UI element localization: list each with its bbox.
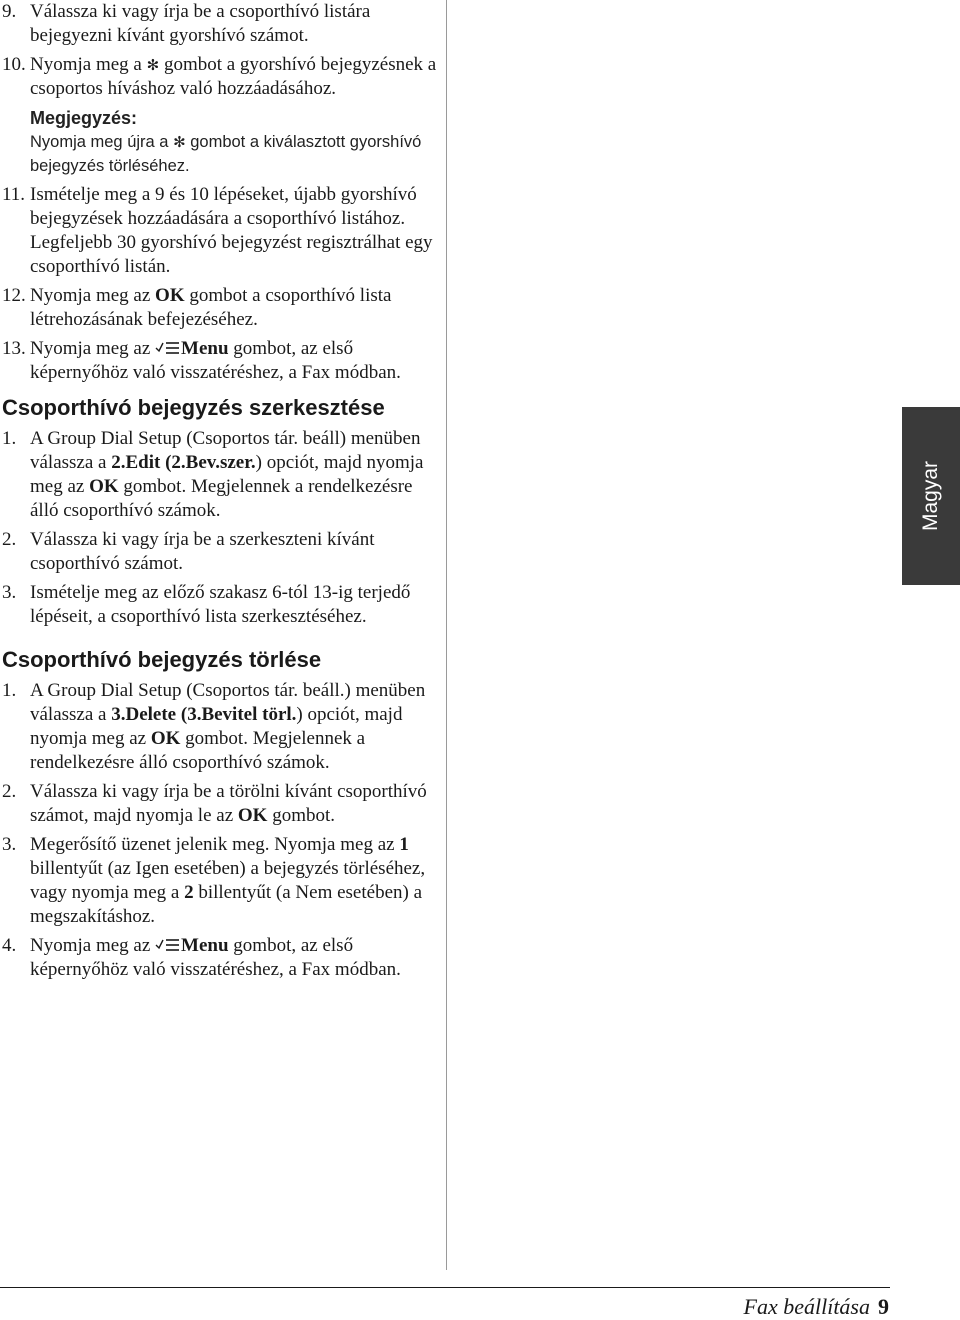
key-label: 1 (399, 834, 409, 855)
step-text: Válassza ki vagy írja be a szerkeszteni kívánt csoporthívó számot. (30, 529, 375, 574)
step-10 (2, 53, 440, 101)
step-text: Nyomja meg az (30, 338, 156, 359)
menu-list-icon (155, 937, 181, 953)
step-text: A Group Dial Setup (Csoportos tár. beáll.) menüben válassza a (30, 680, 426, 725)
star-button-icon: ✻ (146, 56, 160, 74)
step-number: 3. (2, 834, 17, 855)
step-text: Nyomja meg az (30, 935, 156, 956)
menu-option-label: 2.Edit (2.Bev.szer. (111, 452, 256, 473)
step-number: 10. (2, 54, 26, 75)
step-number: 2. (2, 781, 17, 802)
edit-step-3 (2, 581, 440, 629)
step-text: gombot. (267, 805, 336, 826)
step-text: gombot, az első képernyőhöz való visszatéréshez, a Fax módban. (30, 935, 401, 980)
ok-button-label: OK (237, 805, 268, 826)
step-text: gombot, az első képernyőhöz való visszatéréshez, a Fax módban. (30, 338, 401, 383)
delete-step-1 (2, 679, 440, 775)
step-text: billentyűt (a Nem esetében) a megszakításhoz. (30, 882, 423, 927)
step-text: Válassza ki vagy írja be a csoporthívó listára bejegyezni kívánt gyorshívó számot. (30, 1, 371, 46)
step-text: gombot a csoporthívó lista létrehozásának befejezéséhez. (30, 285, 392, 330)
step-number: 12. (2, 285, 26, 306)
ok-button-label: OK (150, 728, 181, 749)
step-number: 13. (2, 338, 26, 359)
step-number: 2. (2, 529, 17, 550)
step-text: billentyűt (az Igen esetében) a bejegyzés törléséhez, vagy nyomja meg a (30, 858, 426, 903)
step-text: Nyomja meg a (30, 54, 147, 75)
step-number: 1. (2, 680, 17, 701)
note-title: Megjegyzés: (30, 108, 138, 128)
star-button-icon: ✻ (173, 133, 186, 151)
key-label: 2 (184, 882, 194, 903)
delete-step-4 (2, 934, 440, 982)
note-text-part: Nyomja meg újra a (30, 133, 174, 151)
footer-section-title: Fax beállítása (743, 1294, 870, 1319)
edit-section-heading: Csoporthívó bejegyzés szerkesztése (2, 395, 385, 420)
step-text: gombot. Megjelennek a rendelkezésre álló csoporthívó számok. (30, 476, 413, 521)
step-text: ) opciót, majd nyomja meg az (30, 704, 403, 749)
step-text: Nyomja meg az (30, 285, 156, 306)
step-13 (2, 337, 440, 385)
menu-button-label: Menu (181, 338, 229, 359)
step-9 (2, 0, 440, 48)
menu-option-label: 3.Delete (3.Bevitel törl. (111, 704, 297, 725)
language-tab (902, 407, 960, 585)
ok-button-label: OK (89, 476, 119, 497)
step-11 (2, 183, 440, 279)
step-number: 3. (2, 582, 17, 603)
note-text (30, 130, 440, 178)
edit-step-1 (2, 427, 440, 523)
delete-section-heading: Csoporthívó bejegyzés törlése (2, 647, 322, 672)
delete-step-3 (2, 833, 440, 929)
menu-button-label: Menu (181, 935, 229, 956)
step-number: 1. (2, 428, 17, 449)
step-text: Ismételje meg a 9 és 10 lépéseket, újabb gyorshívó bejegyzések hozzáadására a csoporthívó listához. Legfeljebb 30 gyorshívó bejegyzést regisztrálhat egy csoporthívó listán. (30, 184, 433, 277)
step-text: Megerősítő üzenet jelenik meg. Nyomja meg az (30, 834, 400, 855)
page-number: 9 (878, 1294, 889, 1319)
note-box (30, 106, 440, 178)
step-text: gombot a gyorshívó bejegyzésnek a csoportos híváshoz való hozzáadásához. (30, 54, 437, 99)
edit-step-2 (2, 528, 440, 576)
language-tab-label: Magyar (919, 460, 942, 532)
step-text: gombot. Megjelennek a rendelkezésre álló csoporthívó számok. (30, 728, 366, 773)
ok-button-label: OK (155, 285, 185, 306)
note-text-part: gombot a kiválasztott gyorshívó bejegyzés törléséhez. (30, 133, 422, 175)
step-number: 11. (2, 184, 26, 205)
step-text: ) opciót, majd nyomja meg az (30, 452, 424, 497)
column-divider (446, 0, 447, 1270)
menu-list-icon (155, 340, 181, 356)
step-number: 4. (2, 935, 17, 956)
step-text: Ismételje meg az előző szakasz 6-tól 13-ig terjedő lépéseit, a csoporthívó lista szerkesztéséhez. (30, 582, 411, 627)
footer-rule (0, 1287, 890, 1288)
step-text: Válassza ki vagy írja be a törölni kívánt csoporthívó számot, majd nyomja le az (30, 781, 427, 826)
main-column (2, 0, 440, 982)
step-number: 9. (2, 1, 17, 22)
step-text: A Group Dial Setup (Csoportos tár. beáll) menüben válassza a (30, 428, 421, 473)
delete-step-2 (2, 780, 440, 828)
step-12 (2, 284, 440, 332)
